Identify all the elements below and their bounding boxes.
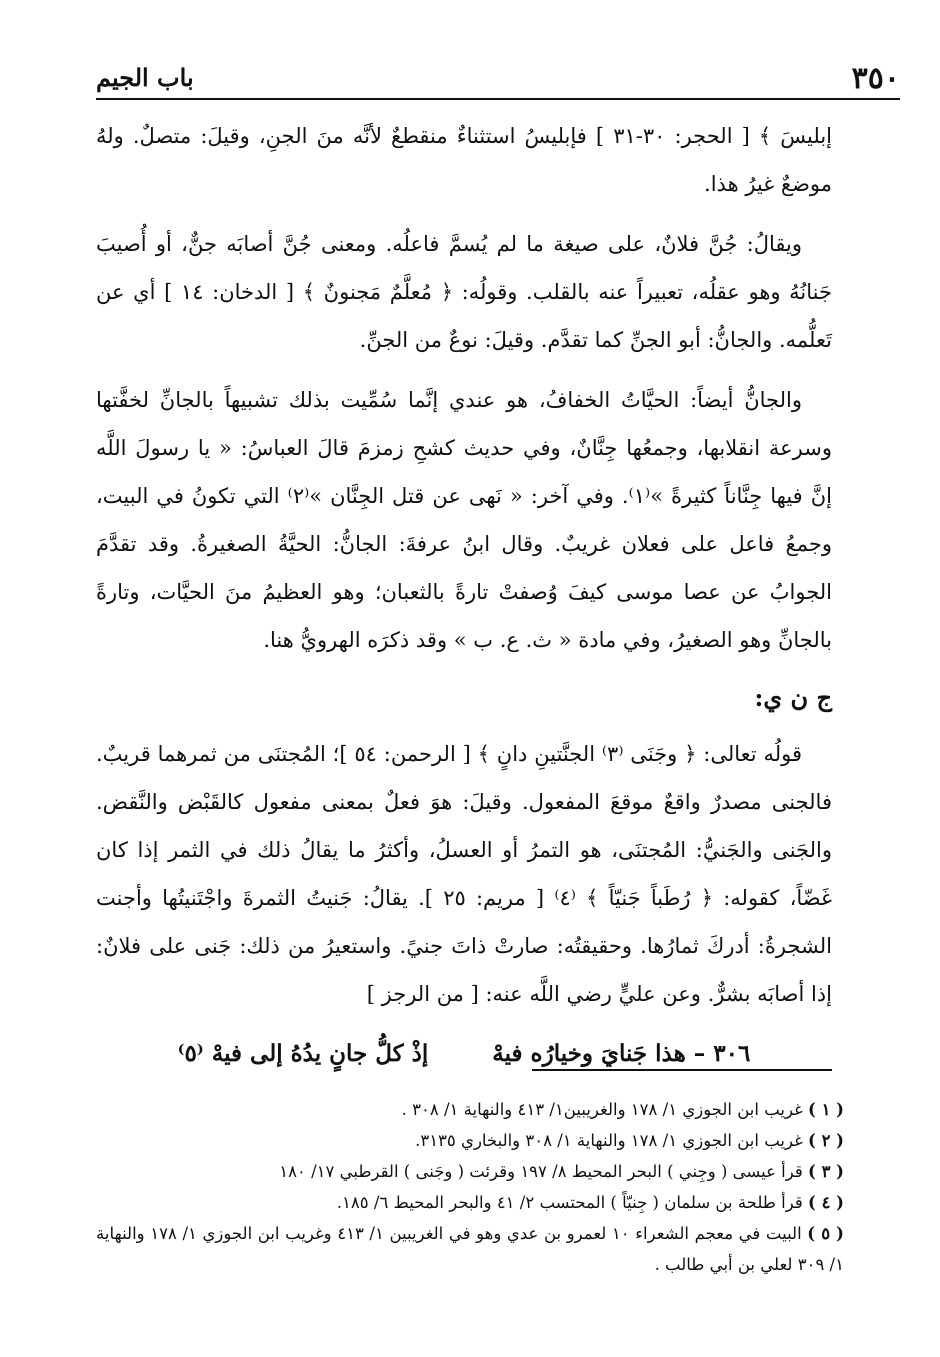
verse-second-hemistich: إذْ كلُّ جانٍ يدُهُ إلى فيهْ ⁽٥⁾ (177, 1040, 429, 1067)
footnote (96, 1218, 844, 1280)
footnote-number: ( ٢ ) (808, 1131, 844, 1150)
paragraph: قولُه تعالى: ﴿ وجَنَى ⁽٣⁾ الجنَّتينِ دانٍ ﴾ [ الرحمن: ٥٤ ]؛ المُجتنَى من ثمرهما قريبٌ. فالجنى مصدرٌ واقعٌ موقعَ المفعول. وقيلَ: هوَ فعلٌ بمعنى مفعول كالقَبْض والنَّقض. والجَنى والجَنيُّ: المُجتنَى، هو التمرُ أو العسلُ، وأكثرُ ما يقالُ ذلك في الثمر إذا كان غَضّاً، كقوله: ﴿ رُطَباً جَنيّاً ﴾ ⁽٤⁾ [ مريم: ٢٥ ]. يقالُ: جَنيتُ الثمرةَ واجْتَنيتُها وأجنت الشجرةُ: أدركَ ثمارُها. وحقيقتُه: صارتْ ذاتَ جنيً. واستعيرُ من ذلك: جَنى على فلانٌ: إذا أصابَه بشرٌّ. وعن عليٍّ رضي اللَّه عنه: [ من الرجز ] (96, 742, 832, 1006)
paragraph: والجانُّ أيضاً: الحيَّاتُ الخفافُ، هو عندي إنَّما سُمِّيت بذلك تشبيهاً بالجانِّ لخفَّتها وسرعة انقلابها، وجمعُها جِنَّانٌ، وفي حديث كشحِ زمزمَ قالَ العباسُ: « يا رسولَ اللَّه إنَّ فيها جِنَّاناً كثيرةً »⁽١⁾. وفي آخر: « نَهى عن قتل الجِنَّان »⁽٢⁾ التي تكونُ في البيت، وجمعُ فاعل على فعلان غريبٌ. وقال ابنُ عرفةَ: الجانُّ: الحيَّةُ الصغيرةُ. وقد تقدَّمَ الجوابُ عن عصا موسى كيفَ وُصفتْ تارةً بالثعبان؛ وهو العظيمُ منَ الحيَّات، وتارةً بالجانِّ وهو الصغيرُ، وفي مادة « ث. ع. ب » وقد ذكرَه الهرويُّ هنا. (96, 388, 832, 652)
footnotes (96, 1094, 844, 1280)
footnote-number: ( ١ ) (808, 1100, 844, 1119)
footnote-text: البيت في معجم الشعراء ١٠ لعمرو بن عدي وهو في الغريبين ١/ ٤١٣ وغريب ابن الجوزي ١/ ١٧٨ والنهاية ١/ ٣٠٩ لعلي بن أبي طالب . (96, 1224, 844, 1274)
main-text (96, 112, 832, 1078)
paragraph: ويقالُ: جُنَّ فلانٌ، على صيغة ما لم يُسمَّ فاعلُه. ومعنى جُنَّ أصابَه جنٌّ، أو أُصيبَ جَنانُهُ وهو عقلُه، تعبيراً عنه بالقلب. وقولُه: ﴿ مُعلَّمٌ مَجنونٌ ﴾ [ الدخان: ١٤ ] أي عن تَعلُّمه. والجانُّ: أبو الجنِّ كما تقدَّم. وقيلَ: نوعٌ من الجنِّ. (96, 232, 832, 352)
footnote-divider (532, 1069, 832, 1071)
running-head (96, 52, 900, 100)
footnote-text: قرأ طلحة بن سلمان ( جِنيّاً ) المحتسب ٢/ ٤١ والبحر المحيط ٦/ ١٨٥. (336, 1193, 803, 1212)
entry-heading: ج ن ي: (754, 683, 832, 712)
paragraph: إبليسَ ﴾ [ الحجر: ٣٠-٣١ ] فإبليسُ استثناءٌ منقطعٌ لأنَّه منَ الجنِ، وقيلَ: متصلٌ. ولهُ موضعٌ غيرُ هذا. (96, 124, 832, 196)
page-number: ٣٥٠ (851, 61, 900, 96)
footnote-text: قرأ عيسى ( وجِني ) البحر المحيط ٨/ ١٩٧ وقرئت ( وجَنى ) القرطبي ١٧/ ١٨٠ (279, 1162, 803, 1181)
footnote-text: غريب ابن الجوزي ١/ ١٧٨ والغريبين١/ ٤١٣ والنهاية ١/ ٣٠٨ . (401, 1100, 803, 1119)
footnote (96, 1125, 844, 1156)
footnote-number: ( ٤ ) (808, 1193, 844, 1212)
running-title: باب الجيم (96, 63, 194, 92)
footnote-text: غريب ابن الجوزي ١/ ١٧٨ والنهاية ١/ ٣٠٨ والبخاري ٣١٣٥. (415, 1131, 803, 1150)
footnote-number: ( ٣ ) (808, 1162, 844, 1181)
footnote-number: ( ٥ ) (807, 1224, 844, 1243)
footnote (96, 1187, 844, 1218)
footnote (96, 1156, 844, 1187)
footnote (96, 1094, 844, 1125)
verse-first-hemistich: ٣٠٦ – هذا جَنايَ وخيارُه فيهْ (492, 1040, 751, 1067)
